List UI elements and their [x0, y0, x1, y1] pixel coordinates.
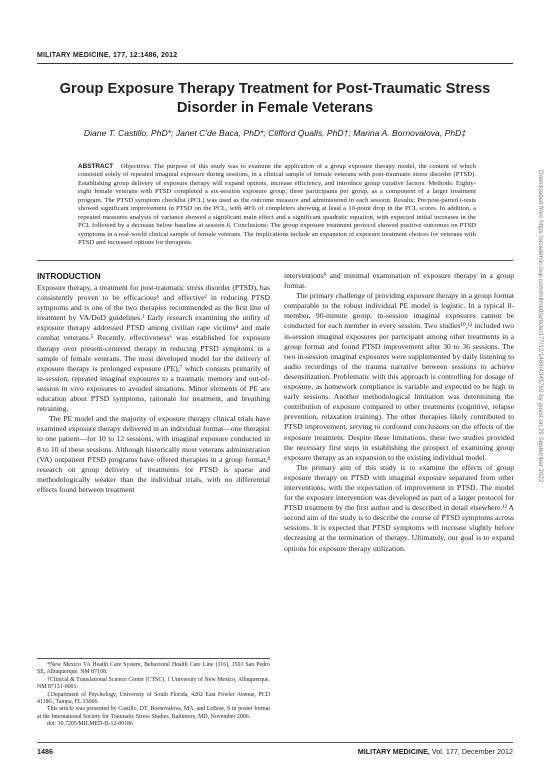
abstract-text: Objectives: The purpose of this study was to examine the application of a group exposure therapy model, the content of which consisted solely of repeated imaginal exposure during sessions, in a clinical sample of female veterans with post-traumatic stress disorder (PTSD). Establishing group delivery of exposure therapy will expand options, increase efficiency, and introduce group curative factors. Methods: Eighty-eight female veterans with PTSD completed a six-session exposure group, three participants per group, as a component of a larger treatment program. The PTSD symptom checklist (PCL) was used as the outcome measure and administered in each session. Results: Pre/post-paired t-tests showed significant improvement in PTSD on the PCL, with 40% of completers showing at least a 10-point drop in the PCL scores. In addition, a repeated measures analysis of variance showed a significant main effect and a significant quadratic equation, with expected initial increases in the PCL followed by a decrease below baseline at session 6. Conclusions: The group exposure treatment protocol showed positive outcomes on PTSD symptoms in a real-world clinical sample of female veterans. The implications include an expansion of exposure treatment choices for veterans with PTSD and increased options for therapists. — [78, 163, 476, 247]
intro-paragraph-2-continued: interventions⁹ and minimal examination of exposure therapy in a group format. — [284, 271, 514, 291]
abstract-divider — [37, 260, 513, 261]
footnote-affiliation-3: ‡Department of Psychology, University of South Florida, 4202 East Fowler Avenue, PCD 4118G, Tampa, FL 33606. — [37, 691, 270, 706]
abstract-label: ABSTRACT — [78, 163, 114, 170]
intro-paragraph-3: The primary challenge of providing exposure therapy in a group format comparable to the robust individual PE model is logistic. In a typical 8-member, 90-minute group, in-session imaginal exposures cannot be conducted for each member in every session. Two studies¹⁰,¹¹ included two in-session imaginal exposures per participant among other treatments in a group format and found PTSD improvement after 30 to 36 sessions. The two in-session imaginal exposures were supplemented by daily listening to audio recordings of the trauma narrative between sessions to achieve desensitization. Problematic with this approach is controlling for dosage of exposure, as homework compliance is variable and expected to be high in early sessions. Another methodological limitation was determining the contribution of exposure compared to other treatments (cognitive, relapse prevention, relaxation training). The other therapies likely contributed to PTSD improvement, serving to confound conclusions on the effects of the exposure treatment. Despite these limitations, these two studies provided the necessary first steps in establishing the prospect of examining group exposure therapy as an expansion to the existing individual model. — [284, 291, 514, 462]
footer-journal — [358, 747, 513, 756]
page-number: 1486 — [37, 747, 53, 756]
journal-citation-header: MILITARY MEDICINE, 177, 12:1486, 2012 — [37, 52, 178, 59]
left-column — [37, 271, 270, 495]
footer-volume: Vol. 177, December 2012 — [431, 747, 513, 756]
intro-paragraph-2: The PE model and the majority of exposure therapy clinical trials have examined exposure therapy delivered in an individual format—one therapist to one patient—for 10 to 12 sessions, with imaginal exposure conducted in 8 to 10 of these sessions. Although historically most veterans administration (VA) outpatient PTSD programs have offered therapies in a group format,⁸ research on group delivery of treatments for PTSD is sparse and methodologically weaker than the individual trials, with no differential effects found between treatment — [37, 414, 270, 494]
article-title: Group Exposure Therapy Treatment for Post-Traumatic Stress Disorder in Female Veterans — [59, 81, 491, 116]
introduction-heading: INTRODUCTION — [37, 271, 101, 281]
right-column — [284, 271, 514, 554]
abstract-block — [78, 163, 476, 248]
footnote-divider — [37, 658, 270, 659]
footnotes-block — [37, 662, 270, 729]
intro-paragraph-4: The primary aim of this study is to examine the effects of group exposure therapy on PTSD with imaginal exposure separated from other interventions, with the expectation of improvement in PTSD. The model for the exposure intervention was developed as part of a larger protocol for PTSD treatment by the first author and is described in detail elsewhere.¹² A second aim of the study is to describe the course of PTSD symptoms across sessions. It is expected that PTSD symptoms will increase slightly before decreasing at the termination of therapy. Ultimately, our goal is to expand options for exposure therapy utilization. — [284, 462, 514, 553]
footer-divider — [37, 742, 513, 743]
footnote-affiliation-1: *New Mexico VA Health Care System, Behavioral Health Care Line (116), 1501 San Pedro SE, Albuquerque, NM 87108. — [37, 662, 270, 676]
footnote-doi: doi: 10.7205/MILMED-D-12-00186 — [47, 721, 134, 728]
footnote-affiliation-2: †Clinical & Translational Science Center (CTSC), 1 University of New Mexico, Albuquerque, NM 87131-0001. — [37, 676, 270, 691]
header-divider — [37, 63, 513, 64]
footnote-presentation: This article was presented by Castillo, DT, Bornovalova, MA, and LeBow, S in poster format at the International Society for Traumatic Stress Studies, Baltimore, MD, November 2006. — [37, 706, 270, 720]
footer-journal-name: MILITARY MEDICINE, — [357, 747, 430, 756]
author-list: Diane T. Castillo, PhD*; Janet C'de Baca, PhD*; Clifford Qualls, PhD†; Marina A. Bornovalova, PhD‡ — [83, 128, 467, 138]
download-watermark: Downloaded from https://academic.oup.com/milmed/article/177/12/1486/4345766 by guest on 29 September 2022 — [537, 170, 544, 483]
intro-paragraph-1: Exposure therapy, a treatment for post-traumatic stress disorder (PTSD), has consistently proven to be efficacious¹ and effective² in reducing PTSD symptoms and is one of the two therapies recommended as the first line of treatment by VA/DoD guidelines.³ Early research examining the utility of exposure therapy addressed PTSD among civilian rape victims⁴ and male combat veterans.⁵ Recently, effectiveness⁶ was established for exposure therapy over present-centered therapy in reducing PTSD symptoms in a sample of female veterans. The most developed model for the delivery of exposure therapy is prolonged exposure (PE),⁷ which consists primarily of in-session, repeated imaginal exposures to a traumatic memory and out-of-session in vivo exposures to avoided situations. Minor elements of PE are education about PTSD symptoms, rationale for treatment, and breathing retraining. — [37, 283, 270, 414]
